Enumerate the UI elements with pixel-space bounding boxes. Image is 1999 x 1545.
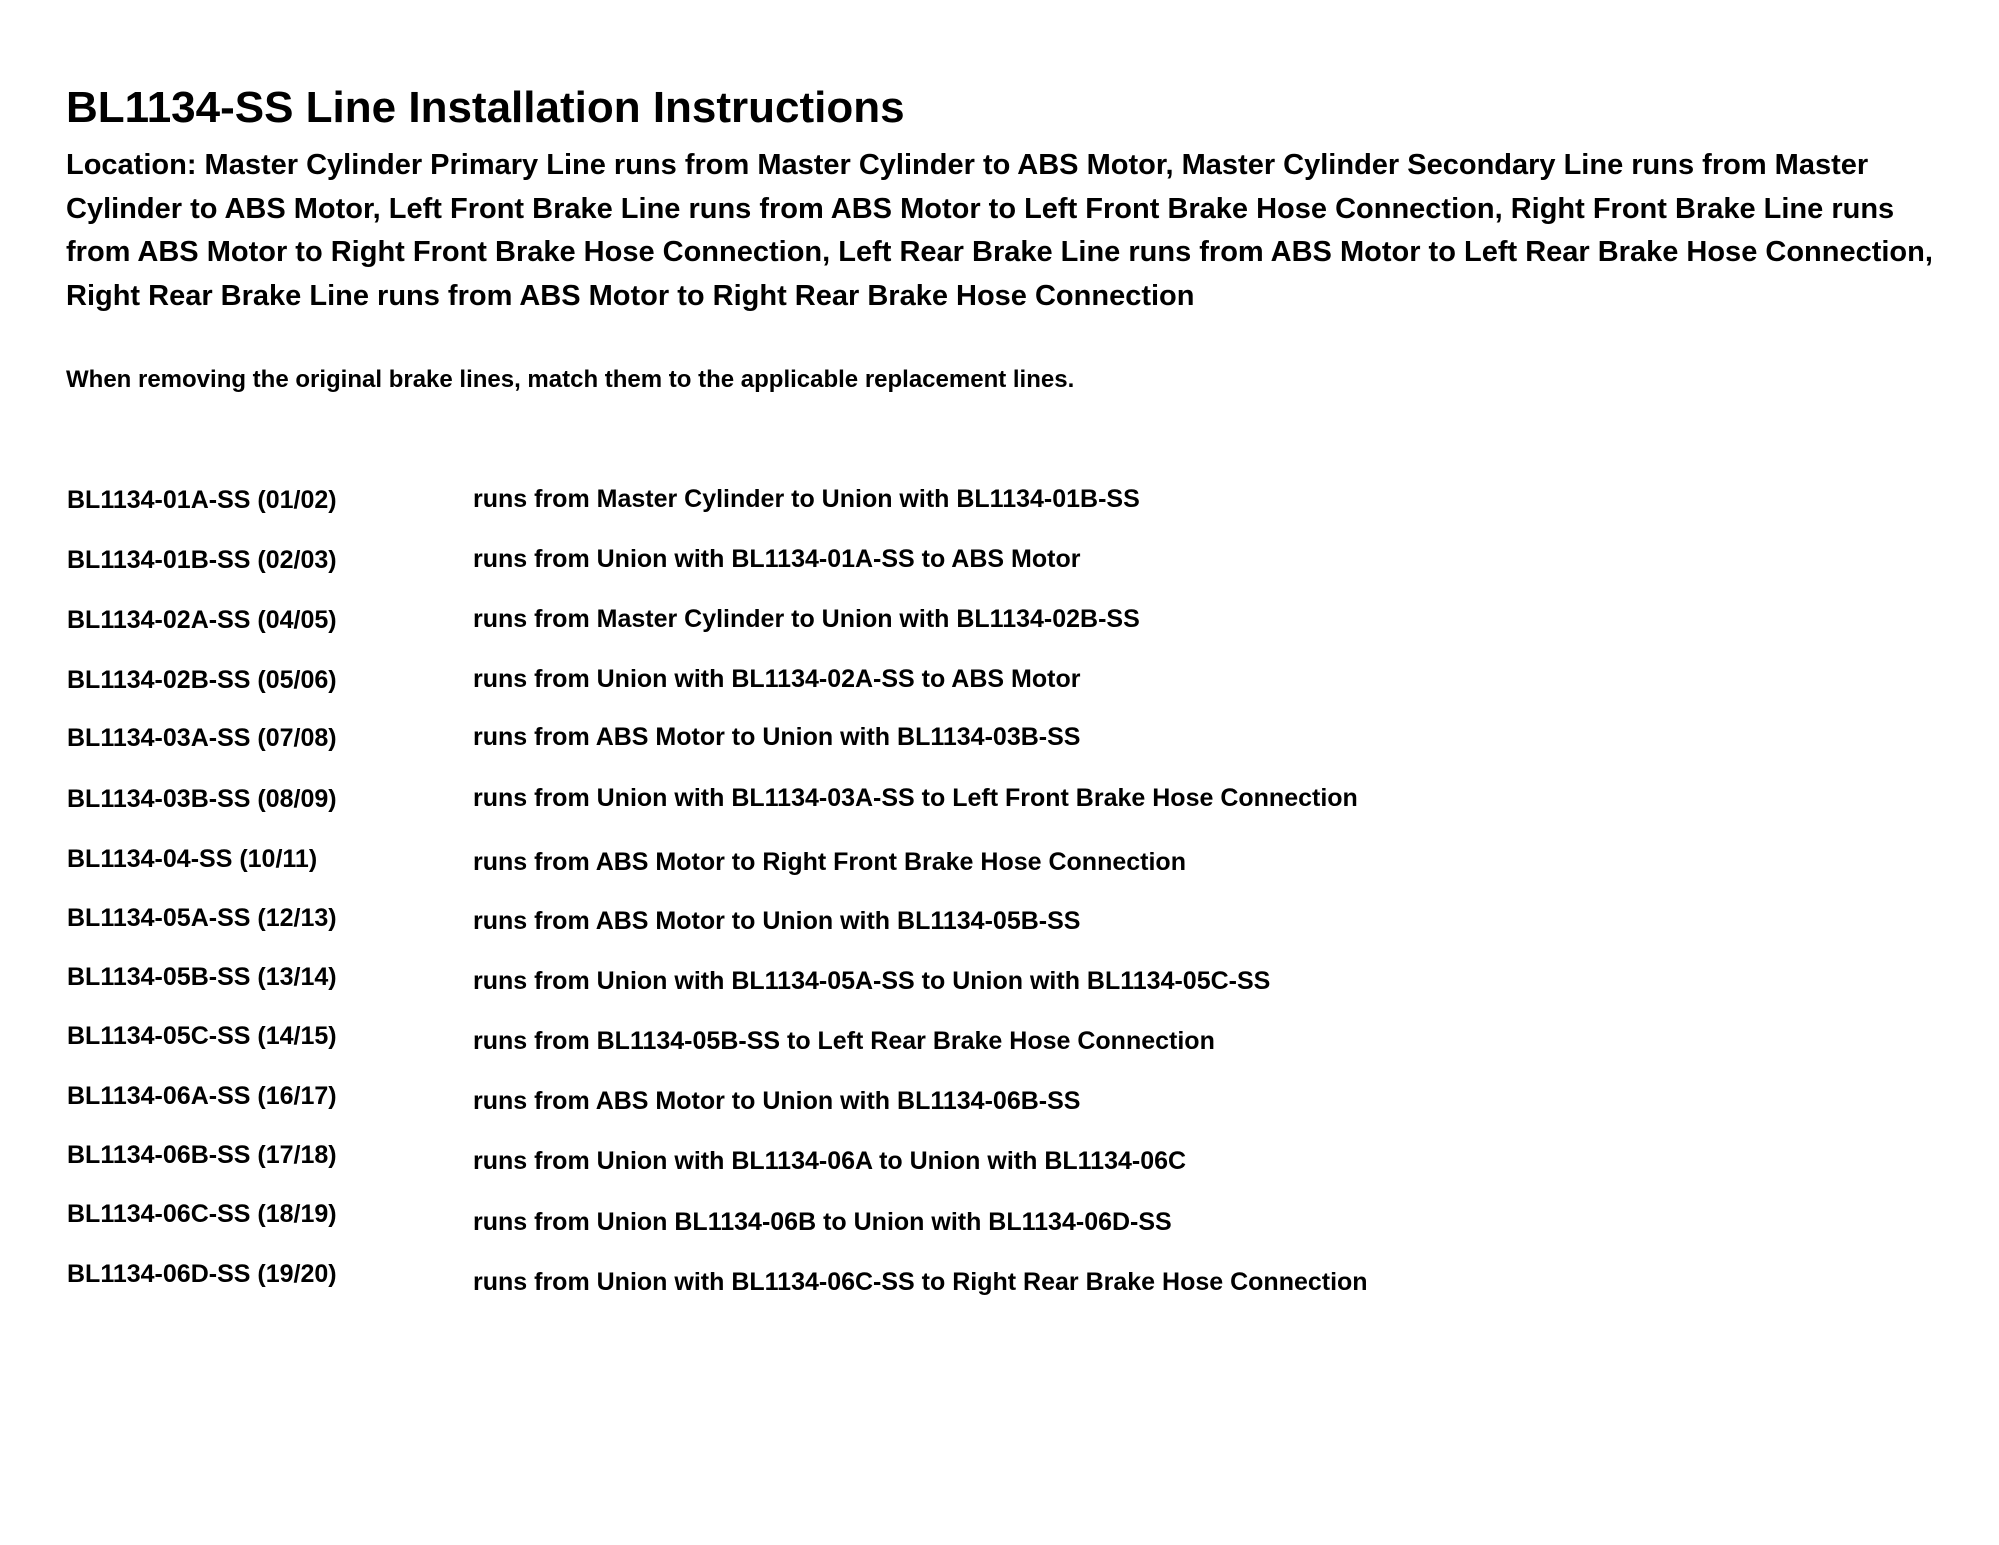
part-code: BL1134-03A-SS (07/08)	[67, 724, 337, 752]
location-paragraph: Location: Master Cylinder Primary Line runs from Master Cylinder to ABS Motor, Master Cylinder Secondary Line runs from Master Cylinder to ABS Motor, Left Front Brake Line runs from ABS Motor to Left Front Brake Hose Connection, Right Front Brake Line runs from ABS Motor to Right Front Brake Hose Connection, Left Rear Brake Line runs from ABS Motor to Left Rear Brake Hose Connection, Right Rear Brake Line runs from ABS Motor to Right Rear Brake Hose Connection	[66, 149, 1933, 312]
part-code: BL1134-05B-SS (13/14)	[67, 963, 337, 991]
part-description: runs from Master Cylinder to Union with BL1134-01B-SS	[473, 485, 1140, 513]
part-description: runs from Union BL1134-06B to Union with BL1134-06D-SS	[473, 1208, 1172, 1236]
part-description: runs from Master Cylinder to Union with BL1134-02B-SS	[473, 605, 1140, 633]
part-description: runs from Union with BL1134-06A to Union with BL1134-06C	[473, 1147, 1187, 1175]
part-code: BL1134-06A-SS (16/17)	[67, 1082, 337, 1110]
part-description: runs from ABS Motor to Right Front Brake Hose Connection	[473, 848, 1186, 876]
part-code: BL1134-01A-SS (01/02)	[67, 486, 337, 514]
part-code: BL1134-04-SS (10/11)	[67, 845, 318, 873]
part-code: BL1134-06D-SS (19/20)	[67, 1260, 337, 1288]
part-description: runs from Union with BL1134-03A-SS to Left Front Brake Hose Connection	[473, 784, 1358, 812]
part-code: BL1134-06C-SS (18/19)	[67, 1200, 337, 1228]
document-title: BL1134-SS Line Installation Instructions	[66, 83, 905, 132]
part-code: BL1134-02A-SS (04/05)	[67, 606, 337, 634]
part-code: BL1134-05C-SS (14/15)	[67, 1022, 337, 1050]
part-code: BL1134-06B-SS (17/18)	[67, 1141, 337, 1169]
part-code: BL1134-01B-SS (02/03)	[67, 546, 337, 574]
part-code: BL1134-05A-SS (12/13)	[67, 904, 337, 932]
part-description: runs from Union with BL1134-06C-SS to Right Rear Brake Hose Connection	[473, 1268, 1368, 1296]
part-description: runs from BL1134-05B-SS to Left Rear Brake Hose Connection	[473, 1027, 1215, 1055]
part-description: runs from Union with BL1134-01A-SS to ABS Motor	[473, 545, 1081, 573]
part-description: runs from Union with BL1134-02A-SS to ABS Motor	[473, 665, 1081, 693]
part-code: BL1134-03B-SS (08/09)	[67, 785, 337, 813]
intro-note: When removing the original brake lines, match them to the applicable replacement lines.	[66, 366, 1075, 393]
part-description: runs from Union with BL1134-05A-SS to Union with BL1134-05C-SS	[473, 967, 1271, 995]
part-description: runs from ABS Motor to Union with BL1134-03B-SS	[473, 723, 1081, 751]
part-description: runs from ABS Motor to Union with BL1134-06B-SS	[473, 1087, 1081, 1115]
part-code: BL1134-02B-SS (05/06)	[67, 666, 337, 694]
part-description: runs from ABS Motor to Union with BL1134-05B-SS	[473, 907, 1081, 935]
